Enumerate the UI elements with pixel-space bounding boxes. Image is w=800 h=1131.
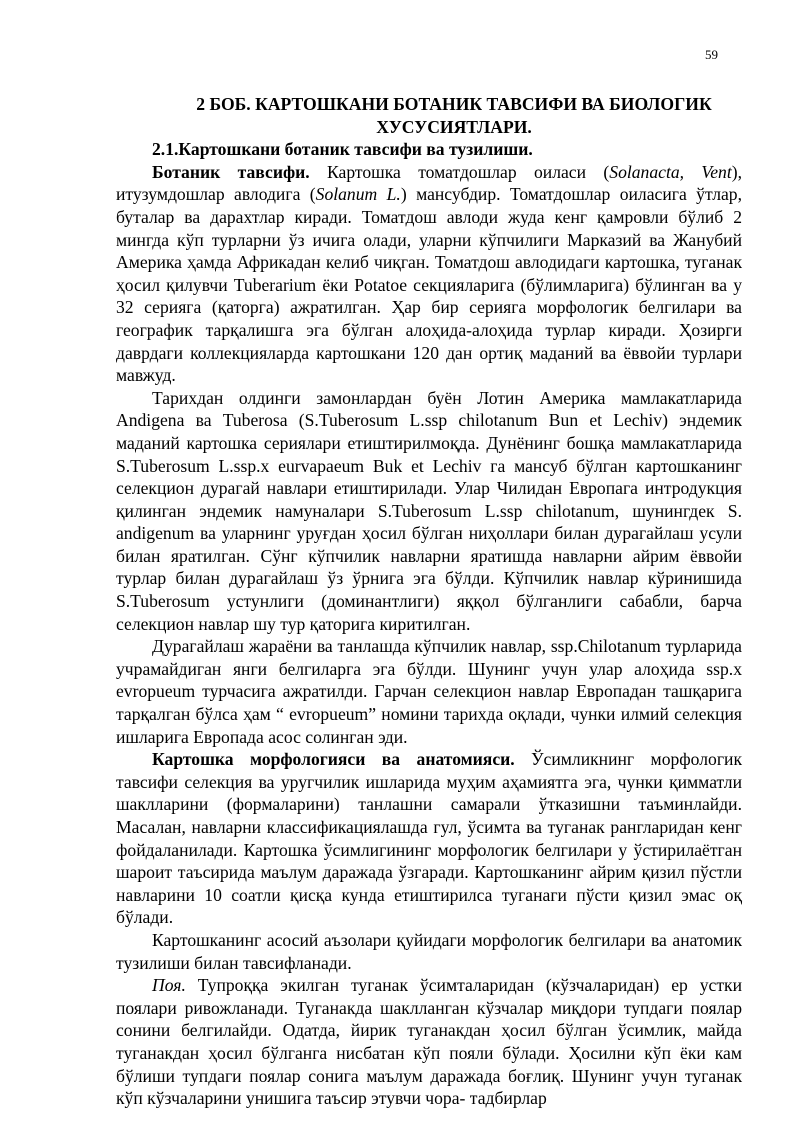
paragraph-text: Картошка томатдошлар оиласи ( <box>309 161 610 182</box>
paragraph-stem <box>116 974 742 1110</box>
latin-name: Solanacta, Vent <box>609 161 732 182</box>
paragraph-lead: Картошка морфологияси ва анатомияси. <box>152 749 515 770</box>
paragraph-text: ) мансубдир. Томатдошлар оиласига ўтлар, буталар ва дарахтлар киради. Томатдош авлоди жуда кенг қамровли бўлиб 2 мингда кўп турларни ўз ичига олади, уларни кўпчилиги Марказий ва Жанубий Америка ҳамда Африкадан келиб чиқган. Томатдош авлодидаги картошка, туганак ҳосил қилувчи Tuberarium ёки Potatoe секцияларига (бўлимларига) бўлинган ва у 32 серияга (қаторга) ажратилган. Ҳар бир серияга морфологик белгилари ва географик тарқалишга эга бўлган алоҳида-алоҳида турлар киради. Ҳозирги даврдаги коллекцияларда картошкани 120 дан ортиқ маданий ва ёввойи турлари мавжуд. <box>116 184 742 386</box>
paragraph-lead: Ботаник тавсифи. <box>152 161 310 182</box>
section-title: 2.1.Картошкани ботаник тавсифи ва тузилиши. <box>152 139 533 160</box>
paragraph-history: Тарихдан олдинги замонлардан буён Лотин Америка мамлакатларида Andigena ва Tuberosa (S.Tuberosum L.ssp chilotanum Bun et Lechiv) эндемик маданий картошка сериялари етиштирилмоқда. Дунёнинг бошқа мамлакатларида S.Tuberosum L.ssp.x eurvapaeum Buk et Lechiv га мансуб бўлган картошканинг селекцион дурагай навлари етиштирилади. Улар Чилидан Европага интродукция қилинган эндемик намуналари S.Tuberosum L.ssp chilotanum, шунингдек S. andigenum ва уларнинг уруғдан ҳосил бўлган ниҳоллари билан дурагайлаш усули билан яратилган. Сўнг кўпчилик навларни яратишда навларни айрим ёввойи турлар билан дурагайлаш ўз ўрнига эга бўлди. Кўпчилик навлар кўринишида S.Tuberosum устунлиги (доминантлиги) яққол бўлганлиги сабабли, барча селекцион навлар шу тур қаторига киритилган. <box>116 387 742 634</box>
paragraph-botanical-description <box>116 161 742 387</box>
paragraph-morphology <box>116 748 742 929</box>
paragraph-hybridization: Дурагайлаш жараёни ва танлашда кўпчилик навлар, ssp.Chilotanum турларида учрамайдиган янги белгиларга эга бўлди. Шунинг учун улар алоҳида ssp.x evropueum турчасига ажратилди. Гарчан селекцион навлар Европадан ташқарига тарқалган бўлса ҳам “ evropueum” номини тарихда оқлади, чунки илмий селекция ишларига Европада асос солинган эди. <box>116 636 742 747</box>
paragraph-text: Ўсимликнинг морфологик тавсифи селекция ва уругчилик ишларида муҳим аҳамиятга эга, чунки қимматли шаклларини (формаларини) танлашни самарали ўтказишни таъминлайди. Масалан, навларни классификациялашда гул, ўсимта ва туганак рангларидан кенг фойдаланилади. Картошка ўсимлигининг морфологик белгилари у ўстирилаётган шароит таъсирида маълум даражада ўзгаради. Картошканинг айрим қизил пўстли навларини 10 соатли қисқа кунда етиштирилса туганаги пўсти қизил эмас оқ бўлади. <box>116 749 743 928</box>
paragraph-text: ), итузумдошлар авлодига ( <box>116 161 742 205</box>
page-content <box>116 93 742 1110</box>
page-number: 59 <box>705 47 718 62</box>
chapter-title: 2 БОБ. КАРТОШКАНИ БОТАНИК ТАВСИФИ ВА БИОЛОГИК ХУСУСИЯТЛАРИ. <box>196 94 712 137</box>
latin-name: Solanum L. <box>315 184 401 205</box>
paragraph-main-organs: Картошканинг асосий аъзолари қуйидаги морфологик белгилари ва анатомик тузилиши билан тавсифланади. <box>116 929 742 973</box>
paragraph-text: Тупроққа экилган туганак ўсимталаридан (кўзчаларидан) ер устки поялари ривожланади. Туганакда шаклланган кўзчалар миқдори тупдаги поялар сонини белгилайди. Одатда, йирик туганакдан ҳосил бўлган ўсимлик, майда туганакдан ҳосил бўлганга нисбатан кўп пояли бўлади. Ҳосилни кўп ёки кам бўлиши тупдаги поялар сонига маълум даражада боғлиқ. Шунинг учун туганак кўп кўзчаларини унишига таъсир этувчи чора- тадбирлар <box>116 975 742 1109</box>
paragraph-lead: Поя. <box>152 975 186 996</box>
